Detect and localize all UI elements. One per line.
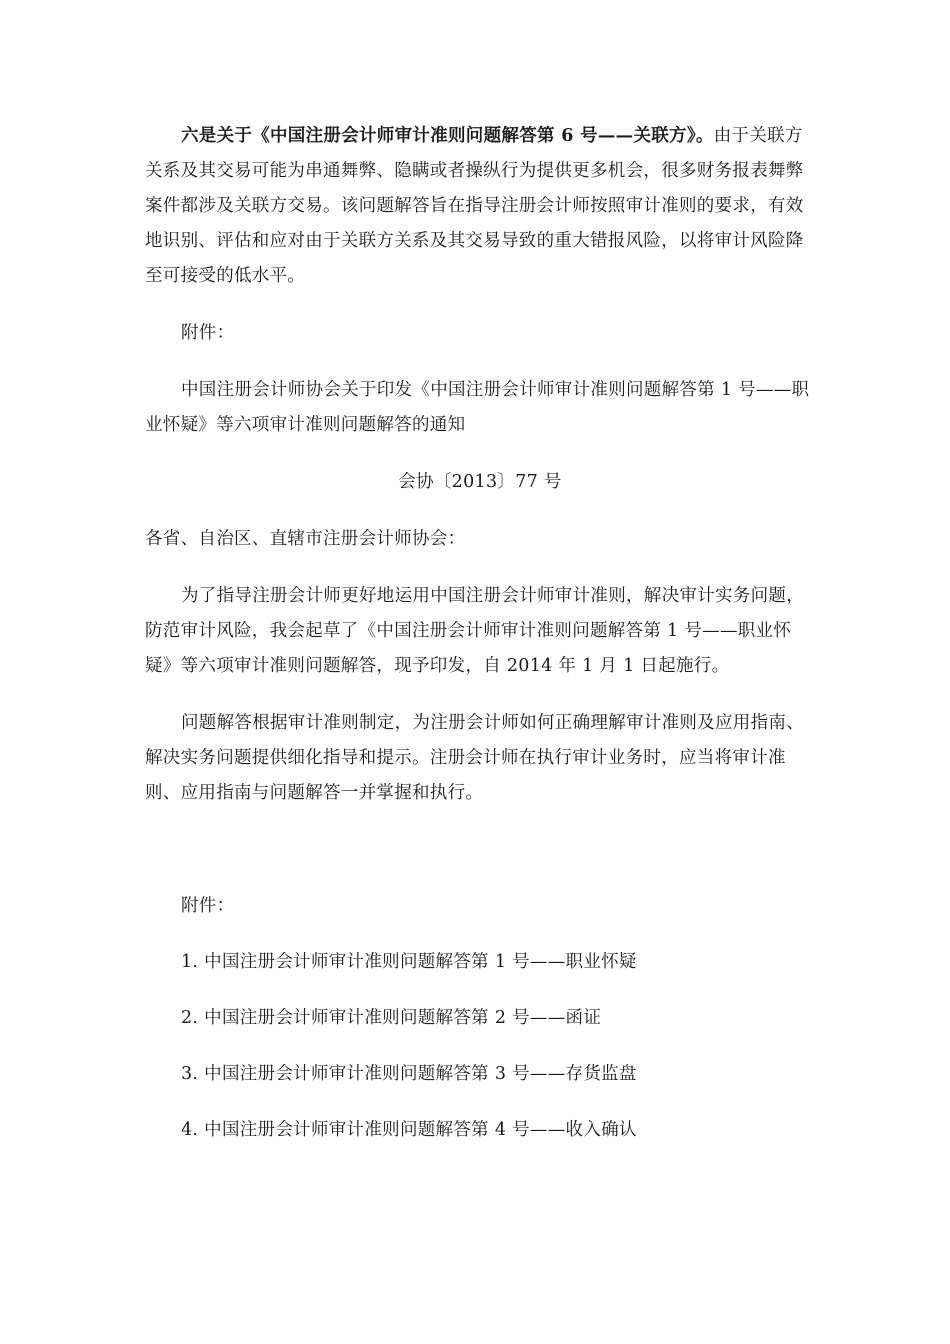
paragraph-body: 由于关联方关系及其交易可能为串通舞弊、隐瞒或者操纵行为提供更多机会，很多财务报表舞弊案件都涉及关联方交易。该问题解答旨在指导注册会计师按照审计准则的要求，有效地识别、评估和应对由于关联方关系及其交易导致的重大错报风险，以将审计风险降至可接受的低水平。 [145,126,804,286]
attachment-item: 3. 中国注册会计师审计准则问题解答第 3 号——存货监盘 [181,1064,637,1084]
attachment-list-label: 附件： [181,896,235,916]
paragraph-guidance: 问题解答根据审计准则制定，为注册会计师如何正确理解审计准则及应用指南、解决实务问题提供细化指导和提示。注册会计师在执行审计业务时，应当将审计准则、应用指南与问题解答一并掌握和执行。 [145,713,804,803]
addressee: 各省、自治区、直辖市注册会计师协会： [145,529,466,549]
attachment-item: 1. 中国注册会计师审计准则问题解答第 1 号——职业怀疑 [181,952,637,972]
paragraph-related-party [145,119,815,294]
attachment-item: 4. 中国注册会计师审计准则问题解答第 4 号——收入确认 [181,1120,637,1140]
document-body [145,119,815,1148]
notice-title: 中国注册会计师协会关于印发《中国注册会计师审计准则问题解答第 1 号——职业怀疑》等六项审计准则问题解答的通知 [145,380,810,435]
document-number: 会协〔2013〕77 号 [398,472,562,492]
paragraph-lead-bold: 六是关于《中国注册会计师审计准则问题解答第 6 号——关联方》。 [181,126,714,146]
attachment-label: 附件： [181,323,235,343]
attachment-item: 2. 中国注册会计师审计准则问题解答第 2 号——函证 [181,1008,602,1028]
paragraph-purpose: 为了指导注册会计师更好地运用中国注册会计师审计准则，解决审计实务问题，防范审计风险，我会起草了《中国注册会计师审计准则问题解答第 1 号——职业怀疑》等六项审计准则问题解答，现予印发，自 2014 年 1 月 1 日起施行。 [145,586,804,676]
